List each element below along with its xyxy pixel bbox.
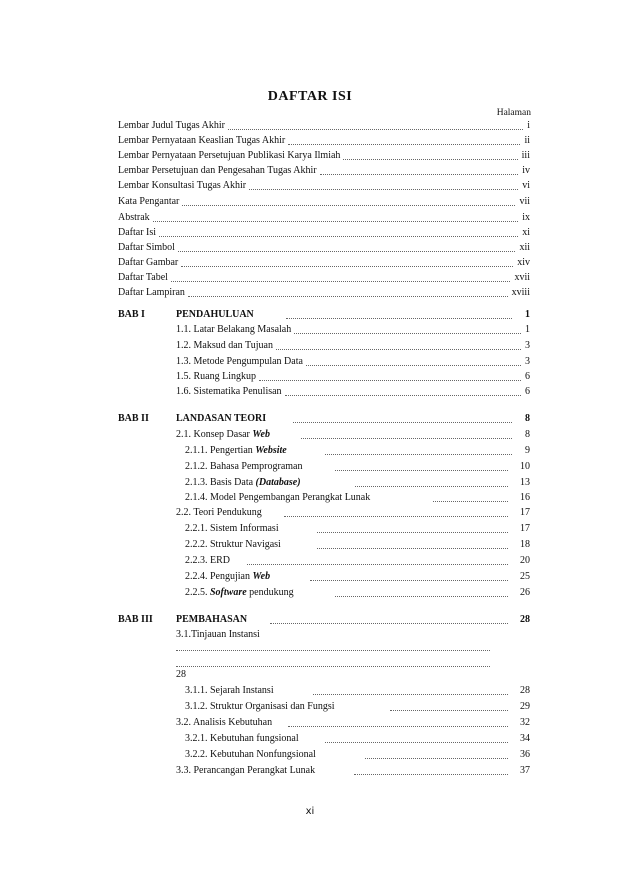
page-number: 29	[520, 701, 530, 712]
page-footer-number: xi	[305, 806, 315, 817]
leader-dots	[284, 503, 508, 517]
leader-dots	[306, 352, 521, 366]
leader-dots	[188, 283, 508, 297]
leader-dots	[181, 253, 513, 267]
page-number: xvii	[514, 272, 530, 283]
page-number: 37	[520, 765, 530, 776]
toc-section-2-1-3[interactable]: 2.1.3. Basis Data (Database) 13	[185, 476, 530, 490]
page-number: 1	[525, 309, 530, 320]
page-number: 6	[525, 371, 530, 382]
page-number: 9	[525, 445, 530, 456]
toc-front-matter-item[interactable]: Daftar Isi xi	[118, 226, 530, 240]
toc-front-matter-item[interactable]: Lembar Pernyataan Keaslian Tugas Akhir ii	[118, 134, 530, 148]
toc-front-matter-item[interactable]: Daftar Lampiran xviii	[118, 286, 530, 300]
toc-section-3-2-2[interactable]: 3.2.2. Kebutuhan Nonfungsional 36	[185, 748, 530, 762]
leader-dots	[294, 320, 521, 334]
toc-section-1-item[interactable]: 1.6. Sistematika Penulisan 6	[176, 385, 530, 399]
leader-dots	[301, 425, 512, 439]
toc-section-3-1-leader-1	[176, 640, 530, 654]
leader-dots	[433, 488, 508, 502]
leader-dots	[317, 519, 508, 533]
chapter-title: PEMBAHASAN	[176, 614, 248, 625]
page-number: iii	[521, 150, 530, 161]
leader-dots	[228, 116, 523, 130]
page-number: xii	[519, 242, 530, 253]
toc-section-3-2-1[interactable]: 3.2.1. Kebutuhan fungsional 34	[185, 732, 530, 746]
toc-section-1-item[interactable]: 1.2. Maksud dan Tujuan 3	[176, 339, 530, 353]
toc-front-matter-item[interactable]: Daftar Simbol xii	[118, 241, 530, 255]
page-number: 3	[525, 340, 530, 351]
page-number: 8	[525, 429, 530, 440]
toc-front-matter-item[interactable]: Lembar Pernyataan Persetujuan Publikasi Karya Ilmiah iii	[118, 149, 530, 163]
toc-chapter-3[interactable]	[118, 613, 530, 627]
toc-section-3-1-page	[176, 668, 530, 682]
page-number: 13	[520, 477, 530, 488]
leader-dots	[178, 238, 515, 252]
leader-dots	[176, 637, 490, 651]
leader-dots	[285, 382, 521, 396]
leader-dots	[390, 697, 508, 711]
page-number: 18	[520, 539, 530, 550]
toc-section-2-2-3[interactable]: 2.2.3. ERD 20	[185, 554, 530, 568]
page-number: 34	[520, 733, 530, 744]
page-column-label: Halaman	[496, 108, 531, 118]
leader-dots	[153, 208, 518, 222]
page-title: DAFTAR ISI	[267, 89, 353, 104]
toc-front-matter-item[interactable]: Kata Pengantar vii	[118, 195, 530, 209]
toc-section-3-1[interactable]: 3.1.Tinjauan Instansi	[176, 629, 260, 640]
toc-section-1-item[interactable]: 1.1. Latar Belakang Masalah 1	[176, 323, 530, 337]
toc-section-1-item[interactable]: 1.3. Metode Pengumpulan Data 3	[176, 355, 530, 369]
leader-dots	[182, 192, 515, 206]
page-number: 36	[520, 749, 530, 760]
toc-section-2-2[interactable]: 2.2. Teori Pendukung 17	[176, 506, 530, 520]
toc-front-matter-item[interactable]: Lembar Persetujuan dan Pengesahan Tugas Akhir iv	[118, 164, 530, 178]
toc-section-3-1-2[interactable]: 3.1.2. Struktur Organisasi dan Fungsi 29	[185, 700, 530, 714]
leader-dots	[249, 176, 518, 190]
toc-section-3-3[interactable]: 3.3. Perancangan Perangkat Lunak 37	[176, 764, 530, 778]
page-number: vi	[522, 180, 530, 191]
page-number: xi	[522, 227, 530, 238]
page-number: ix	[522, 212, 530, 223]
page-number: i	[527, 120, 530, 131]
page-number: 28	[520, 685, 530, 696]
page-number: 17	[520, 507, 530, 518]
toc-section-2-2-4[interactable]: 2.2.4. Pengujian Web 25	[185, 570, 530, 584]
page-number: 28	[176, 669, 186, 680]
page-number: ii	[524, 135, 530, 146]
toc-front-matter-item[interactable]: Lembar Judul Tugas Akhir i	[118, 119, 530, 133]
toc-front-matter-item[interactable]: Daftar Gambar xiv	[118, 256, 530, 270]
leader-dots	[259, 367, 521, 381]
toc-front-matter-item[interactable]: Daftar Tabel xvii	[118, 271, 530, 285]
page-number: xiv	[517, 257, 530, 268]
leader-dots	[247, 551, 508, 565]
page-number: 17	[520, 523, 530, 534]
page-number: 26	[520, 587, 530, 598]
toc-section-3-1-1[interactable]: 3.1.1. Sejarah Instansi 28	[185, 684, 530, 698]
leader-dots	[343, 146, 518, 160]
leader-dots	[288, 713, 508, 727]
leader-dots	[159, 223, 518, 237]
leader-dots	[320, 161, 518, 175]
leader-dots	[365, 745, 508, 759]
leader-dots	[176, 653, 490, 667]
toc-chapter-2[interactable]	[118, 412, 530, 426]
page-number: 32	[520, 717, 530, 728]
page-number: 16	[520, 492, 530, 503]
leader-dots	[171, 268, 510, 282]
page-number: 28	[520, 614, 530, 625]
toc-section-2-1[interactable]: 2.1. Konsep Dasar Web 8	[176, 428, 530, 442]
toc-front-matter-item[interactable]: Lembar Konsultasi Tugas Akhir vi	[118, 179, 530, 193]
chapter-number: BAB I	[118, 309, 145, 320]
page-number: 20	[520, 555, 530, 566]
page-number: 6	[525, 386, 530, 397]
leader-dots	[293, 409, 512, 423]
page-number: iv	[522, 165, 530, 176]
toc-front-matter-item[interactable]: Abstrak ix	[118, 211, 530, 225]
page-number: 10	[520, 461, 530, 472]
toc-section-2-2-2[interactable]: 2.2.2. Struktur Navigasi 18	[185, 538, 530, 552]
page-number: 25	[520, 571, 530, 582]
toc-section-2-1-2[interactable]: 2.1.2. Bahasa Pemprograman 10	[185, 460, 530, 474]
leader-dots	[286, 305, 512, 319]
page-number: 3	[525, 356, 530, 367]
leader-dots	[355, 473, 508, 487]
page-number: xviii	[511, 287, 530, 298]
leader-dots	[335, 583, 508, 597]
toc-section-3-2[interactable]: 3.2. Analisis Kebutuhan 32	[176, 716, 530, 730]
page-number: 1	[525, 324, 530, 335]
chapter-title: PENDAHULUAN	[176, 309, 254, 320]
leader-dots	[313, 681, 508, 695]
toc-section-2-2-1[interactable]: 2.2.1. Sistem Informasi 17	[185, 522, 530, 536]
page-number: 8	[525, 413, 530, 424]
chapter-number: BAB III	[118, 614, 153, 625]
leader-dots	[270, 610, 508, 624]
toc-section-2-1-4[interactable]: 2.1.4. Model Pengembangan Perangkat Lunak 16	[185, 491, 530, 505]
leader-dots	[317, 535, 508, 549]
leader-dots	[325, 729, 508, 743]
leader-dots	[335, 457, 508, 471]
leader-dots	[288, 131, 520, 145]
page-number: vii	[519, 196, 530, 207]
chapter-title: LANDASAN TEORI	[176, 413, 267, 424]
toc-section-2-2-5[interactable]: 2.2.5. Software pendukung 26	[185, 586, 530, 600]
toc-section-2-1-1[interactable]: 2.1.1. Pengertian Website 9	[185, 444, 530, 458]
leader-dots	[325, 441, 512, 455]
leader-dots	[276, 336, 521, 350]
chapter-number: BAB II	[118, 413, 149, 424]
leader-dots	[354, 761, 508, 775]
leader-dots	[310, 567, 508, 581]
toc-section-1-item[interactable]: 1.5. Ruang Lingkup 6	[176, 370, 530, 384]
